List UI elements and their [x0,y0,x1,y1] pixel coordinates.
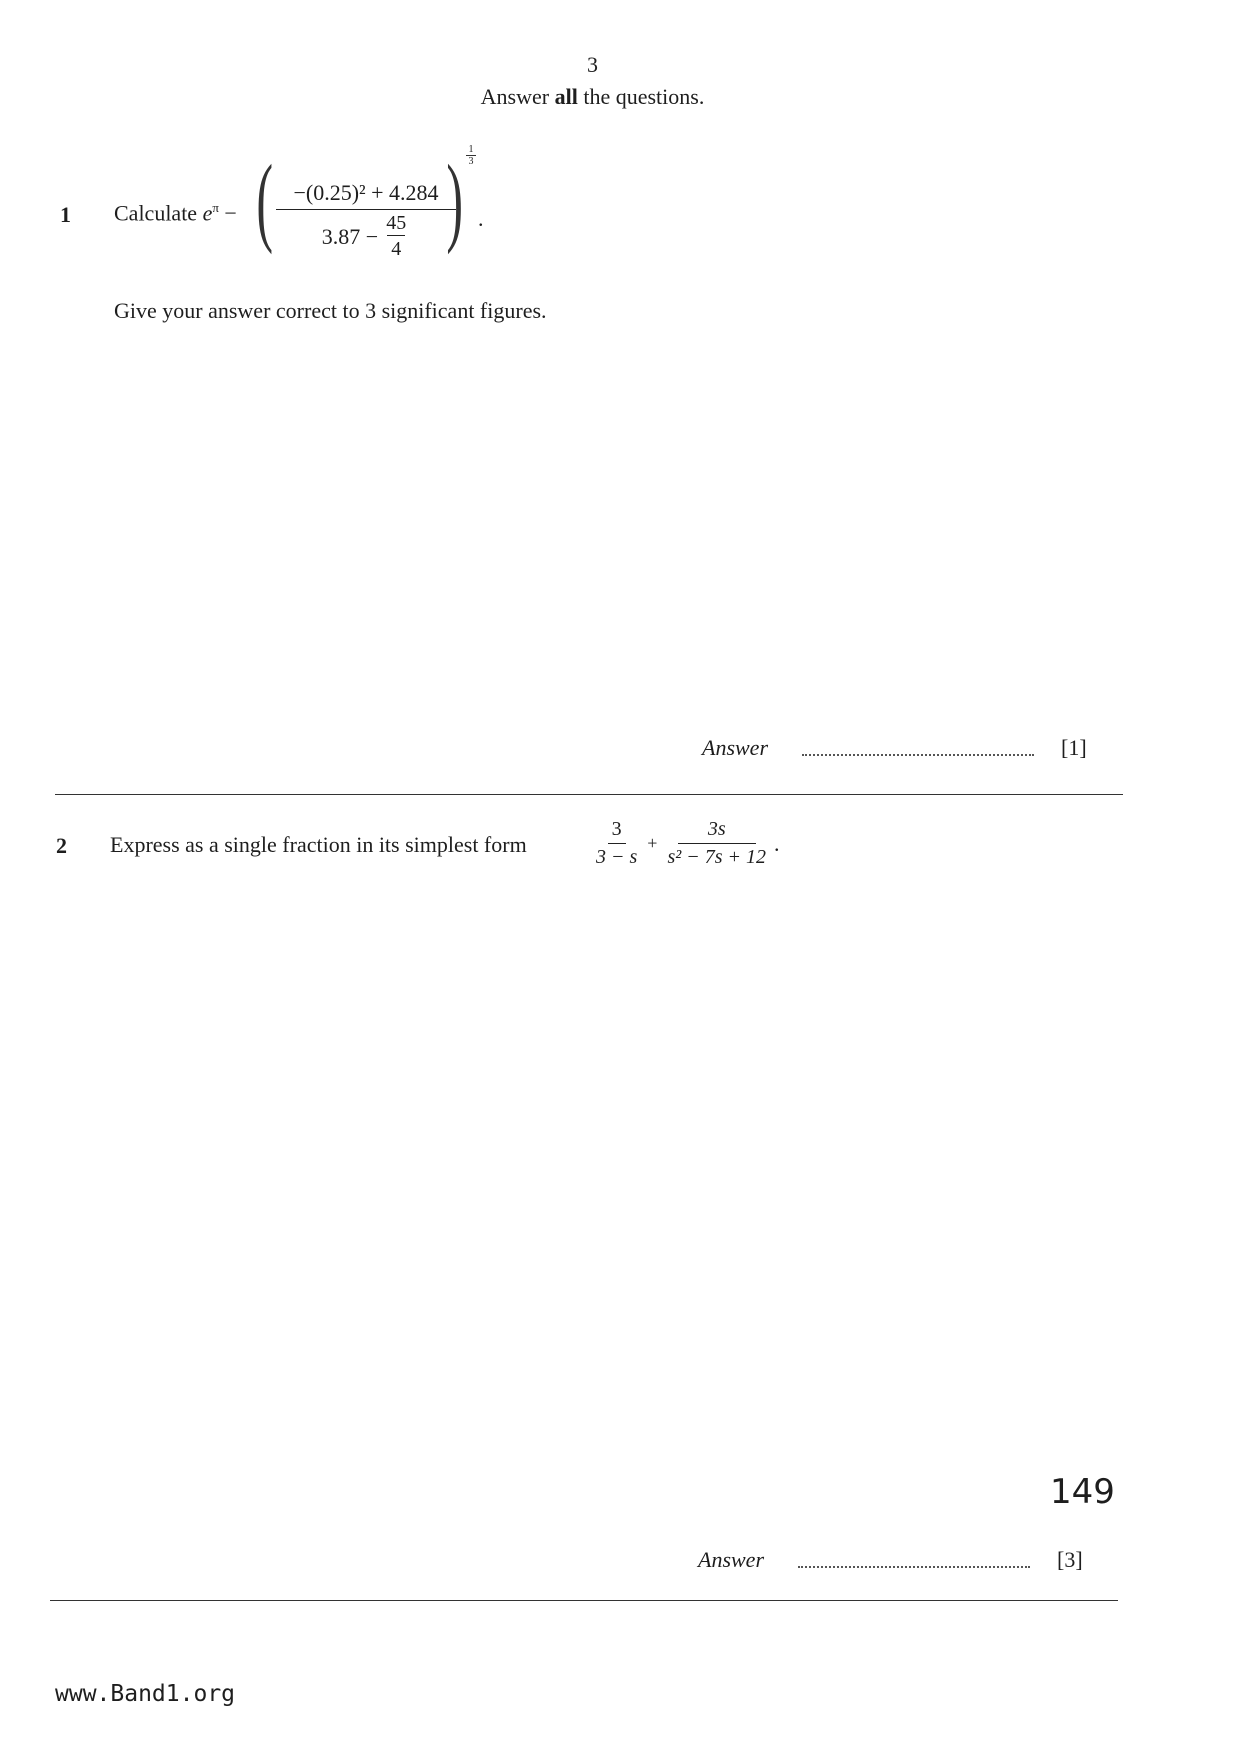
answer-label: Answer [702,735,768,760]
q2-expression: $\frac{3}{3 - s}$ + $\frac{3s}{\text{s² − 7s + 12}}$ . [592,818,780,869]
q1-denominator: 3.87 − $\frac{45}{4}$ [276,210,456,261]
answer-line[interactable] [798,1566,1030,1568]
q1-main-fraction [276,180,456,261]
page-number: 3 [587,52,598,77]
question-1-instruction: Give your answer correct to 3 significant figures. [114,298,547,323]
handwritten-note: 149 [1050,1472,1115,1512]
question-1-prompt: Calculate $e^\pi$ − [114,200,237,226]
q1-numerator: −(0.25)² + 4.284 [276,180,456,210]
answer-line[interactable] [802,754,1034,756]
instruction: Answer all the questions. [480,84,705,109]
question-2-number: 2 [56,833,67,858]
mark-allocation: [3] [1057,1547,1083,1572]
right-paren: ) [446,144,463,255]
q2-fraction-1: $\frac{3}{3 - s}$ [596,818,638,868]
divider [50,1600,1118,1601]
left-paren: ( [256,144,273,255]
question-1-number: 1 [60,202,71,227]
answer-label: Answer [698,1547,764,1572]
inner-denominator: 4 [387,235,405,261]
question-2-prompt: Express as a single fraction in its simplest form [110,832,527,857]
divider [55,794,1123,795]
inner-numerator: 45 [386,212,407,234]
q1-period: . [478,206,484,231]
footer-url[interactable]: www.Band1.org [55,1681,236,1707]
q2-fraction-2: $\frac{3s}{\text{s² − 7s + 12}}$ [667,818,766,868]
outer-exponent: 1 3 [466,144,476,167]
mark-allocation: [1] [1061,735,1087,760]
